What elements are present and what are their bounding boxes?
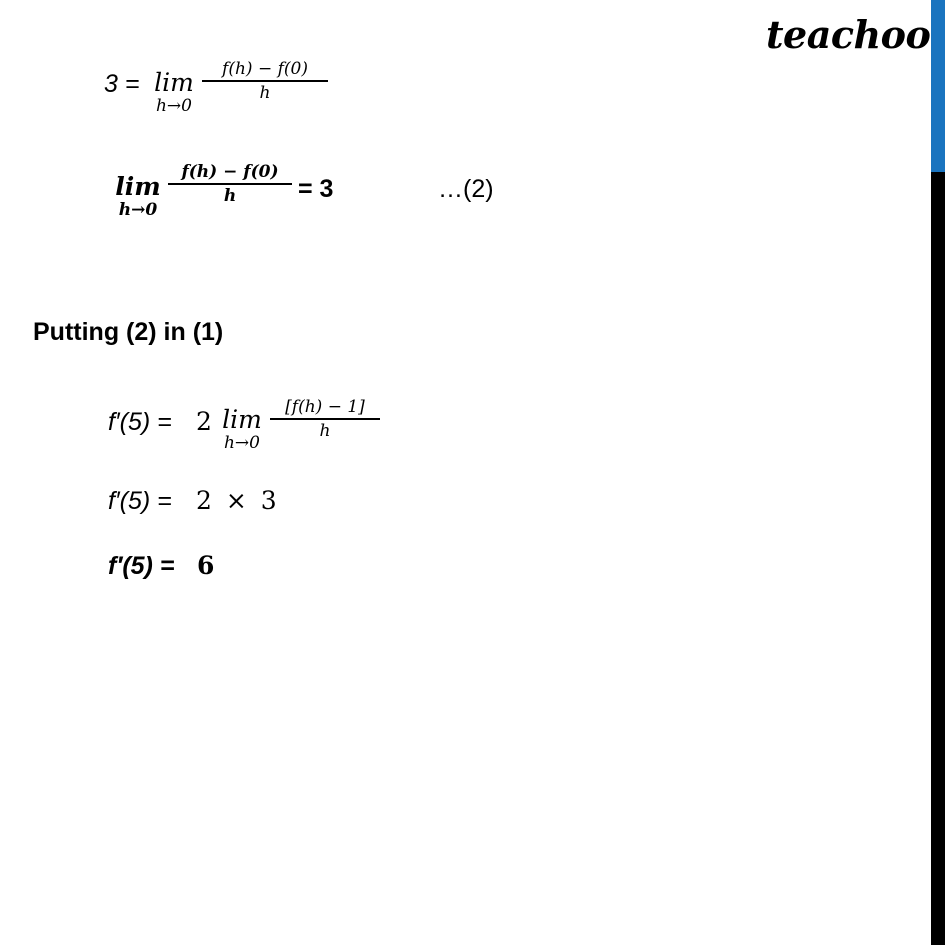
lim-subscript: h→0 [223, 433, 260, 453]
sidebar-accent [931, 0, 945, 172]
line5-result: 6 [197, 551, 215, 580]
section-heading: Putting (2) in (1) [33, 318, 224, 346]
line4-rhs: 2 × 3 [196, 486, 277, 515]
lim-word: lim [154, 68, 194, 97]
numerator: f(h) − f(0) [222, 59, 308, 79]
line1-limit [148, 70, 200, 116]
line3-limit [216, 407, 268, 453]
lim-word: lim [115, 172, 161, 201]
line3-fraction [270, 396, 380, 442]
line2-limit [110, 174, 166, 220]
line1-lhs: 3 = [104, 70, 140, 98]
lim-word: lim [222, 405, 262, 434]
line2-fraction [168, 161, 292, 207]
lim-subscript: h→0 [155, 96, 192, 116]
line1-fraction [202, 58, 328, 104]
denominator: h [259, 82, 271, 103]
equation-reference: …(2) [438, 175, 494, 203]
line2-rhs: = 3 [298, 175, 334, 203]
denominator: h [319, 420, 331, 441]
denominator: h [223, 185, 237, 206]
line3-coefficient: 2 [196, 407, 212, 436]
line4-lhs: f′(5) = [108, 487, 172, 515]
lim-subscript: h→0 [118, 200, 158, 220]
line5-lhs: f′(5) = [108, 552, 175, 580]
brand-logo: teachoo [766, 12, 931, 57]
right-sidebar [931, 0, 945, 945]
line3-lhs: f′(5) = [108, 408, 172, 436]
numerator: f(h) − f(0) [181, 162, 279, 182]
numerator: [f(h) − 1] [285, 397, 365, 417]
